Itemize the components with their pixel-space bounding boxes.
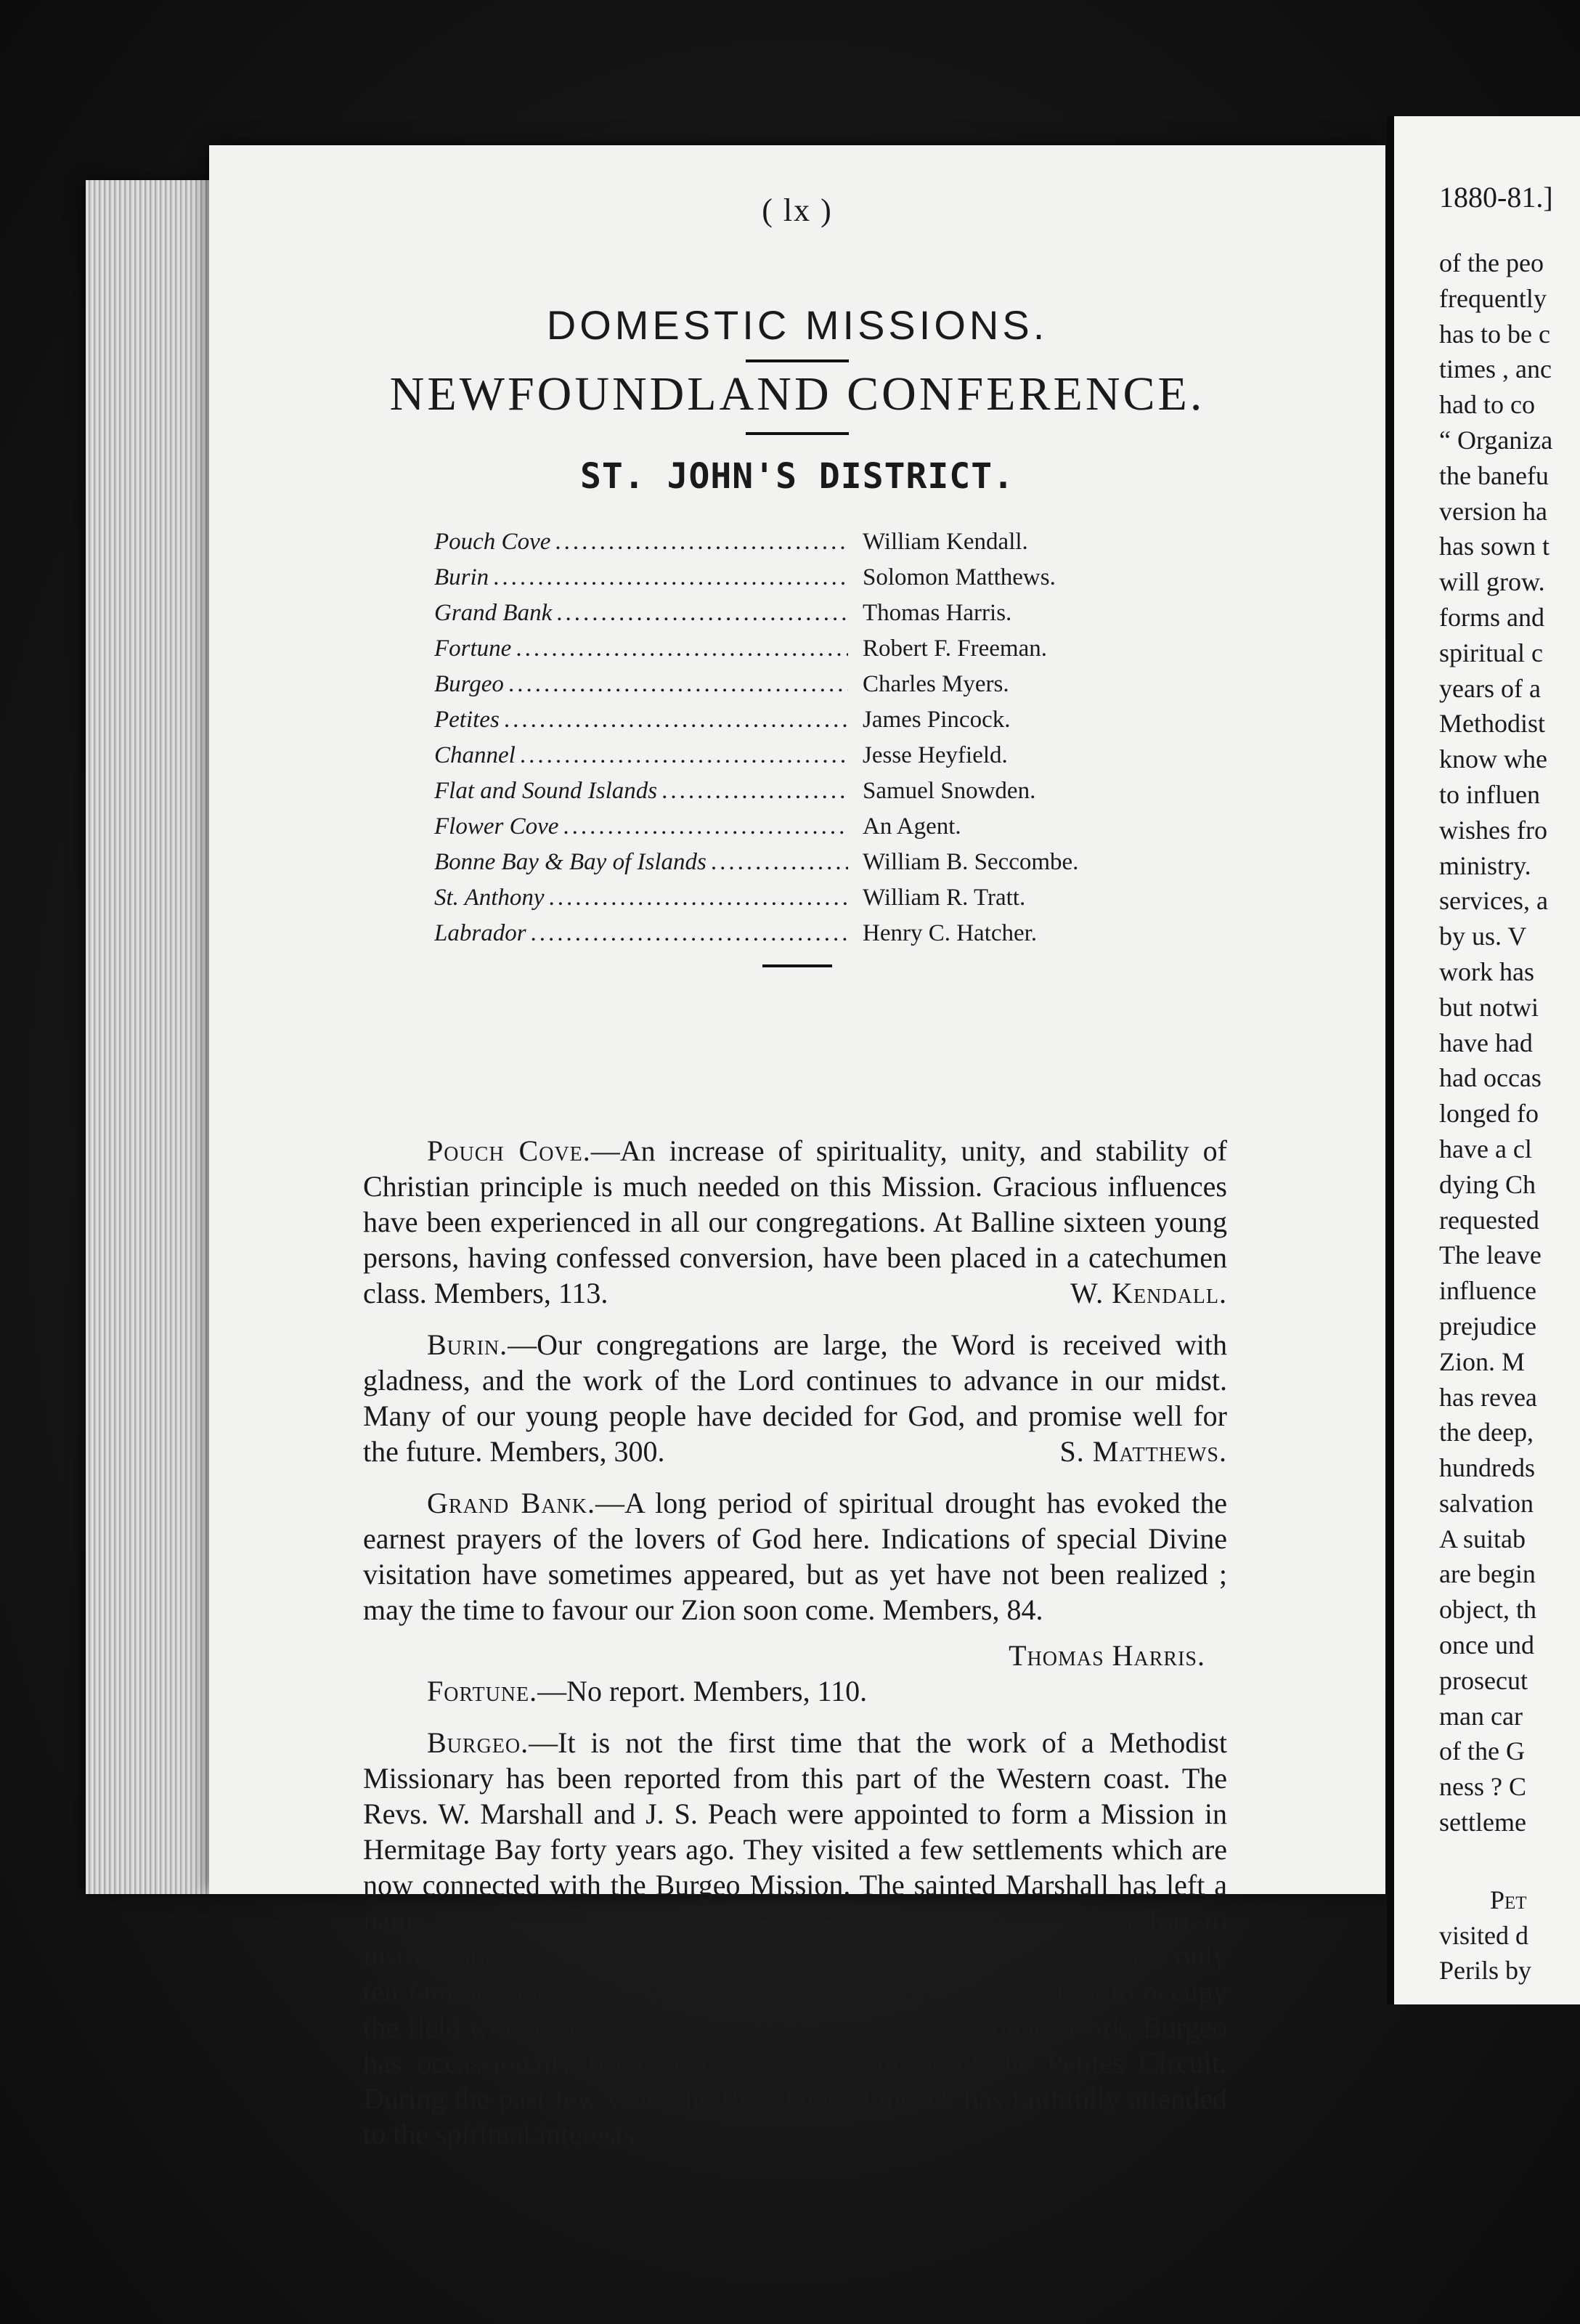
leader-dots — [555, 529, 848, 556]
right-page-line: are begin — [1439, 1559, 1536, 1589]
appointment-minister: William B. Seccombe. — [863, 849, 1079, 875]
heading-rule — [746, 432, 849, 435]
report-text: —A long period of spiritual drought has evoked the earnest prayers of the lovers of God here. Indications of special Divine visitation have sometimes appeared, but as yet have not been realized ; may the time to favour our Zion soon come. Members, 84. — [363, 1487, 1227, 1626]
appointment-row — [434, 529, 1160, 564]
place-name: St. Anthony — [434, 885, 545, 911]
appointment-row — [434, 849, 1160, 885]
appointment-row — [434, 813, 1160, 849]
appointment-minister: Jesse Heyfield. — [863, 742, 1008, 768]
report-signature: W. Kendall. — [1070, 1277, 1227, 1309]
right-page-line: longed fo — [1439, 1099, 1539, 1129]
right-page-line: to influen — [1439, 779, 1540, 809]
leader-dots — [520, 742, 848, 769]
report-station: Grand Bank. — [427, 1487, 595, 1519]
appointment-row — [434, 707, 1160, 742]
appointment-place — [434, 742, 848, 769]
appointment-place — [434, 635, 848, 662]
right-page-line: prejudice — [1439, 1311, 1536, 1341]
report-station: Pouch Cove. — [427, 1134, 591, 1167]
right-page-line: have a cl — [1439, 1134, 1532, 1163]
right-page-line: A suitab — [1439, 1524, 1526, 1553]
appointment-minister: Samuel Snowden. — [863, 778, 1036, 804]
report-paragraph — [363, 1133, 1227, 1311]
leader-dots — [516, 635, 848, 662]
appointment-row — [434, 742, 1160, 778]
appointment-place — [434, 920, 848, 947]
report-paragraph — [363, 1327, 1227, 1469]
leader-dots — [531, 920, 848, 947]
right-page-line: has sown t — [1439, 532, 1550, 561]
list-end-rule — [762, 964, 832, 967]
appointment-row — [434, 920, 1160, 956]
report-paragraph — [363, 1485, 1227, 1628]
appointment-row — [434, 778, 1160, 813]
right-page-line: visited d — [1439, 1920, 1528, 1950]
place-name: Burgeo — [434, 671, 504, 697]
right-page-line: will grow. — [1439, 567, 1545, 597]
right-page-line: Methodist — [1439, 709, 1546, 739]
leader-dots — [493, 564, 848, 591]
book-page-edges — [86, 180, 213, 1894]
appointment-row — [434, 600, 1160, 635]
report-station: Fortune. — [427, 1675, 538, 1707]
right-page-line: know whe — [1439, 744, 1547, 774]
right-page-line: frequently — [1439, 283, 1547, 313]
right-page-line: settleme — [1439, 1808, 1526, 1837]
right-page-line: Zion. M — [1439, 1346, 1526, 1376]
leader-dots — [661, 778, 848, 805]
report-station: Burin. — [427, 1328, 508, 1361]
right-page-line: by us. V — [1439, 922, 1527, 951]
report-station: Burgeo. — [427, 1726, 529, 1759]
appointment-place — [434, 885, 848, 911]
right-page-header: 1880-81.] — [1439, 181, 1553, 214]
right-page-line: requested — [1439, 1205, 1539, 1235]
appointment-minister: William Kendall. — [863, 529, 1028, 555]
page-number: ( lx ) — [762, 192, 833, 228]
right-page-line: version ha — [1439, 496, 1547, 526]
right-page-line: but notwi — [1439, 992, 1539, 1022]
appointment-place — [434, 778, 848, 805]
right-page-line: the banefu — [1439, 460, 1549, 490]
leader-dots — [711, 849, 848, 876]
leader-dots — [549, 885, 848, 911]
place-name: Channel — [434, 742, 516, 768]
right-page-line: of the peo — [1439, 248, 1544, 277]
report-text: —An increase of spirituality, unity, and stability of Christian principle is much needed on this Mission. Gracious influences have been experienced in all our congregations. At Balline sixteen young persons, having confessed conversion, have been placed in a catechumen class. Members, 113. — [363, 1134, 1227, 1309]
appointment-row — [434, 671, 1160, 707]
right-page-line: hundreds — [1439, 1453, 1535, 1483]
right-page-line: dying Ch — [1439, 1169, 1536, 1199]
right-page-line: forms and — [1439, 602, 1544, 632]
right-page-line: had occas — [1439, 1063, 1542, 1093]
right-page-line: the deep, — [1439, 1418, 1534, 1447]
report-paragraph — [363, 1725, 1227, 2152]
appointment-place — [434, 671, 848, 698]
right-page-line: work has — [1439, 956, 1534, 986]
appointment-place — [434, 707, 848, 734]
right-page-line: prosecut — [1439, 1665, 1528, 1695]
right-page-line: ness ? C — [1439, 1772, 1526, 1802]
appointment-row — [434, 885, 1160, 920]
right-page-line: had to co — [1439, 390, 1535, 420]
heading-domestic-missions: DOMESTIC MISSIONS. — [546, 302, 1048, 348]
mission-reports — [363, 1133, 1227, 2168]
right-page-line: object, th — [1439, 1595, 1536, 1625]
right-page-gap — [1439, 1840, 1552, 1882]
right-page-line: services, a — [1439, 886, 1548, 916]
heading-conference: NEWFOUNDLAND CONFERENCE. — [389, 367, 1205, 420]
appointment-place — [434, 529, 848, 556]
right-page-line: “ Organiza — [1439, 425, 1553, 455]
left-page — [209, 145, 1385, 2150]
right-page-line: Perils by — [1439, 1956, 1532, 1986]
right-page-line: spiritual c — [1439, 638, 1543, 667]
right-page-lines — [1439, 245, 1552, 1988]
right-page-line: times , anc — [1439, 354, 1552, 384]
leader-dots — [508, 671, 848, 698]
right-page-line: ministry. — [1439, 850, 1531, 880]
leader-dots — [504, 707, 848, 734]
right-page-line: once und — [1439, 1630, 1534, 1660]
right-page-line: The leave — [1439, 1240, 1542, 1270]
right-page-line: years of a — [1439, 673, 1541, 703]
appointment-minister: Charles Myers. — [863, 671, 1009, 697]
right-page-line: has to be c — [1439, 319, 1550, 349]
report-paragraph — [363, 1673, 1227, 1709]
report-text: —It is not the first time that the work of a Methodist Missionary has been reported from this part of the Western coast. The Revs. W. Marshall and J. S. Peach were appointed to form a Mission in Hermitage Bay forty years ago. They visited a few settlements which are now connected with the Burgeo Mission. The sainted Marshall has left a name which will be long remembered, because of his noble effort to instruct and save the people. He preached at Burgeo when there were only ten families and no church or school, so that we were the first to occupy the field which has recently become a centre of missionary work. Burgeo has occassionally been visited by the minister of the Petites Circuit. During the past few years the Rev. James Pincock has faithfully attended to the spiritual interests — [363, 1726, 1227, 2150]
place-name: Flower Cove — [434, 813, 559, 840]
right-page-line: influence — [1439, 1276, 1536, 1306]
leader-dots — [563, 813, 848, 840]
appointment-place — [434, 813, 848, 840]
place-name: Pouch Cove — [434, 529, 551, 555]
appointment-minister: James Pincock. — [863, 707, 1011, 733]
right-page-line: has revea — [1439, 1382, 1537, 1412]
appointment-place — [434, 849, 848, 876]
report-text: —Our congregations are large, the Word is received with gladness, and the work of the Lord continues to advance in our midst. Many of our young people have decided for God, and promise well for the future. Members, 300. — [363, 1328, 1227, 1468]
appointment-minister: Robert F. Freeman. — [863, 635, 1047, 662]
place-name: Petites — [434, 707, 500, 733]
right-page-fragment — [1387, 116, 1580, 2004]
appointment-row — [434, 564, 1160, 600]
right-page-line: salvation — [1439, 1488, 1534, 1518]
right-page-line: of the G — [1439, 1736, 1525, 1766]
appointment-minister: An Agent. — [863, 813, 961, 840]
appointment-place — [434, 564, 848, 591]
place-name: Bonne Bay & Bay of Islands — [434, 849, 706, 875]
appointment-minister: Solomon Matthews. — [863, 564, 1056, 590]
appointment-place — [434, 600, 848, 627]
appointments-list — [434, 529, 1160, 956]
appointment-minister: Thomas Harris. — [863, 600, 1012, 626]
appointment-minister: William R. Tratt. — [863, 885, 1026, 911]
leader-dots — [556, 600, 848, 627]
place-name: Burin — [434, 564, 489, 590]
right-page-line: man car — [1439, 1701, 1523, 1731]
report-signature: Thomas Harris. — [1009, 1639, 1205, 1672]
right-page-station — [1439, 1882, 1552, 1918]
place-name: Flat and Sound Islands — [434, 778, 658, 804]
place-name: Labrador — [434, 920, 526, 946]
place-name: Fortune — [434, 635, 512, 662]
right-page-line: wishes fro — [1439, 815, 1547, 845]
right-page-station-text: Pet — [1490, 1885, 1527, 1914]
report-signature: S. Matthews. — [1059, 1435, 1227, 1468]
heading-rule — [746, 359, 849, 362]
appointment-row — [434, 635, 1160, 671]
report-text: —No report. Members, 110. — [537, 1675, 868, 1707]
appointment-minister: Henry C. Hatcher. — [863, 920, 1038, 946]
right-page-line: have had — [1439, 1028, 1533, 1057]
heading-district: ST. JOHN'S DISTRICT. — [580, 456, 1014, 497]
place-name: Grand Bank — [434, 600, 553, 626]
